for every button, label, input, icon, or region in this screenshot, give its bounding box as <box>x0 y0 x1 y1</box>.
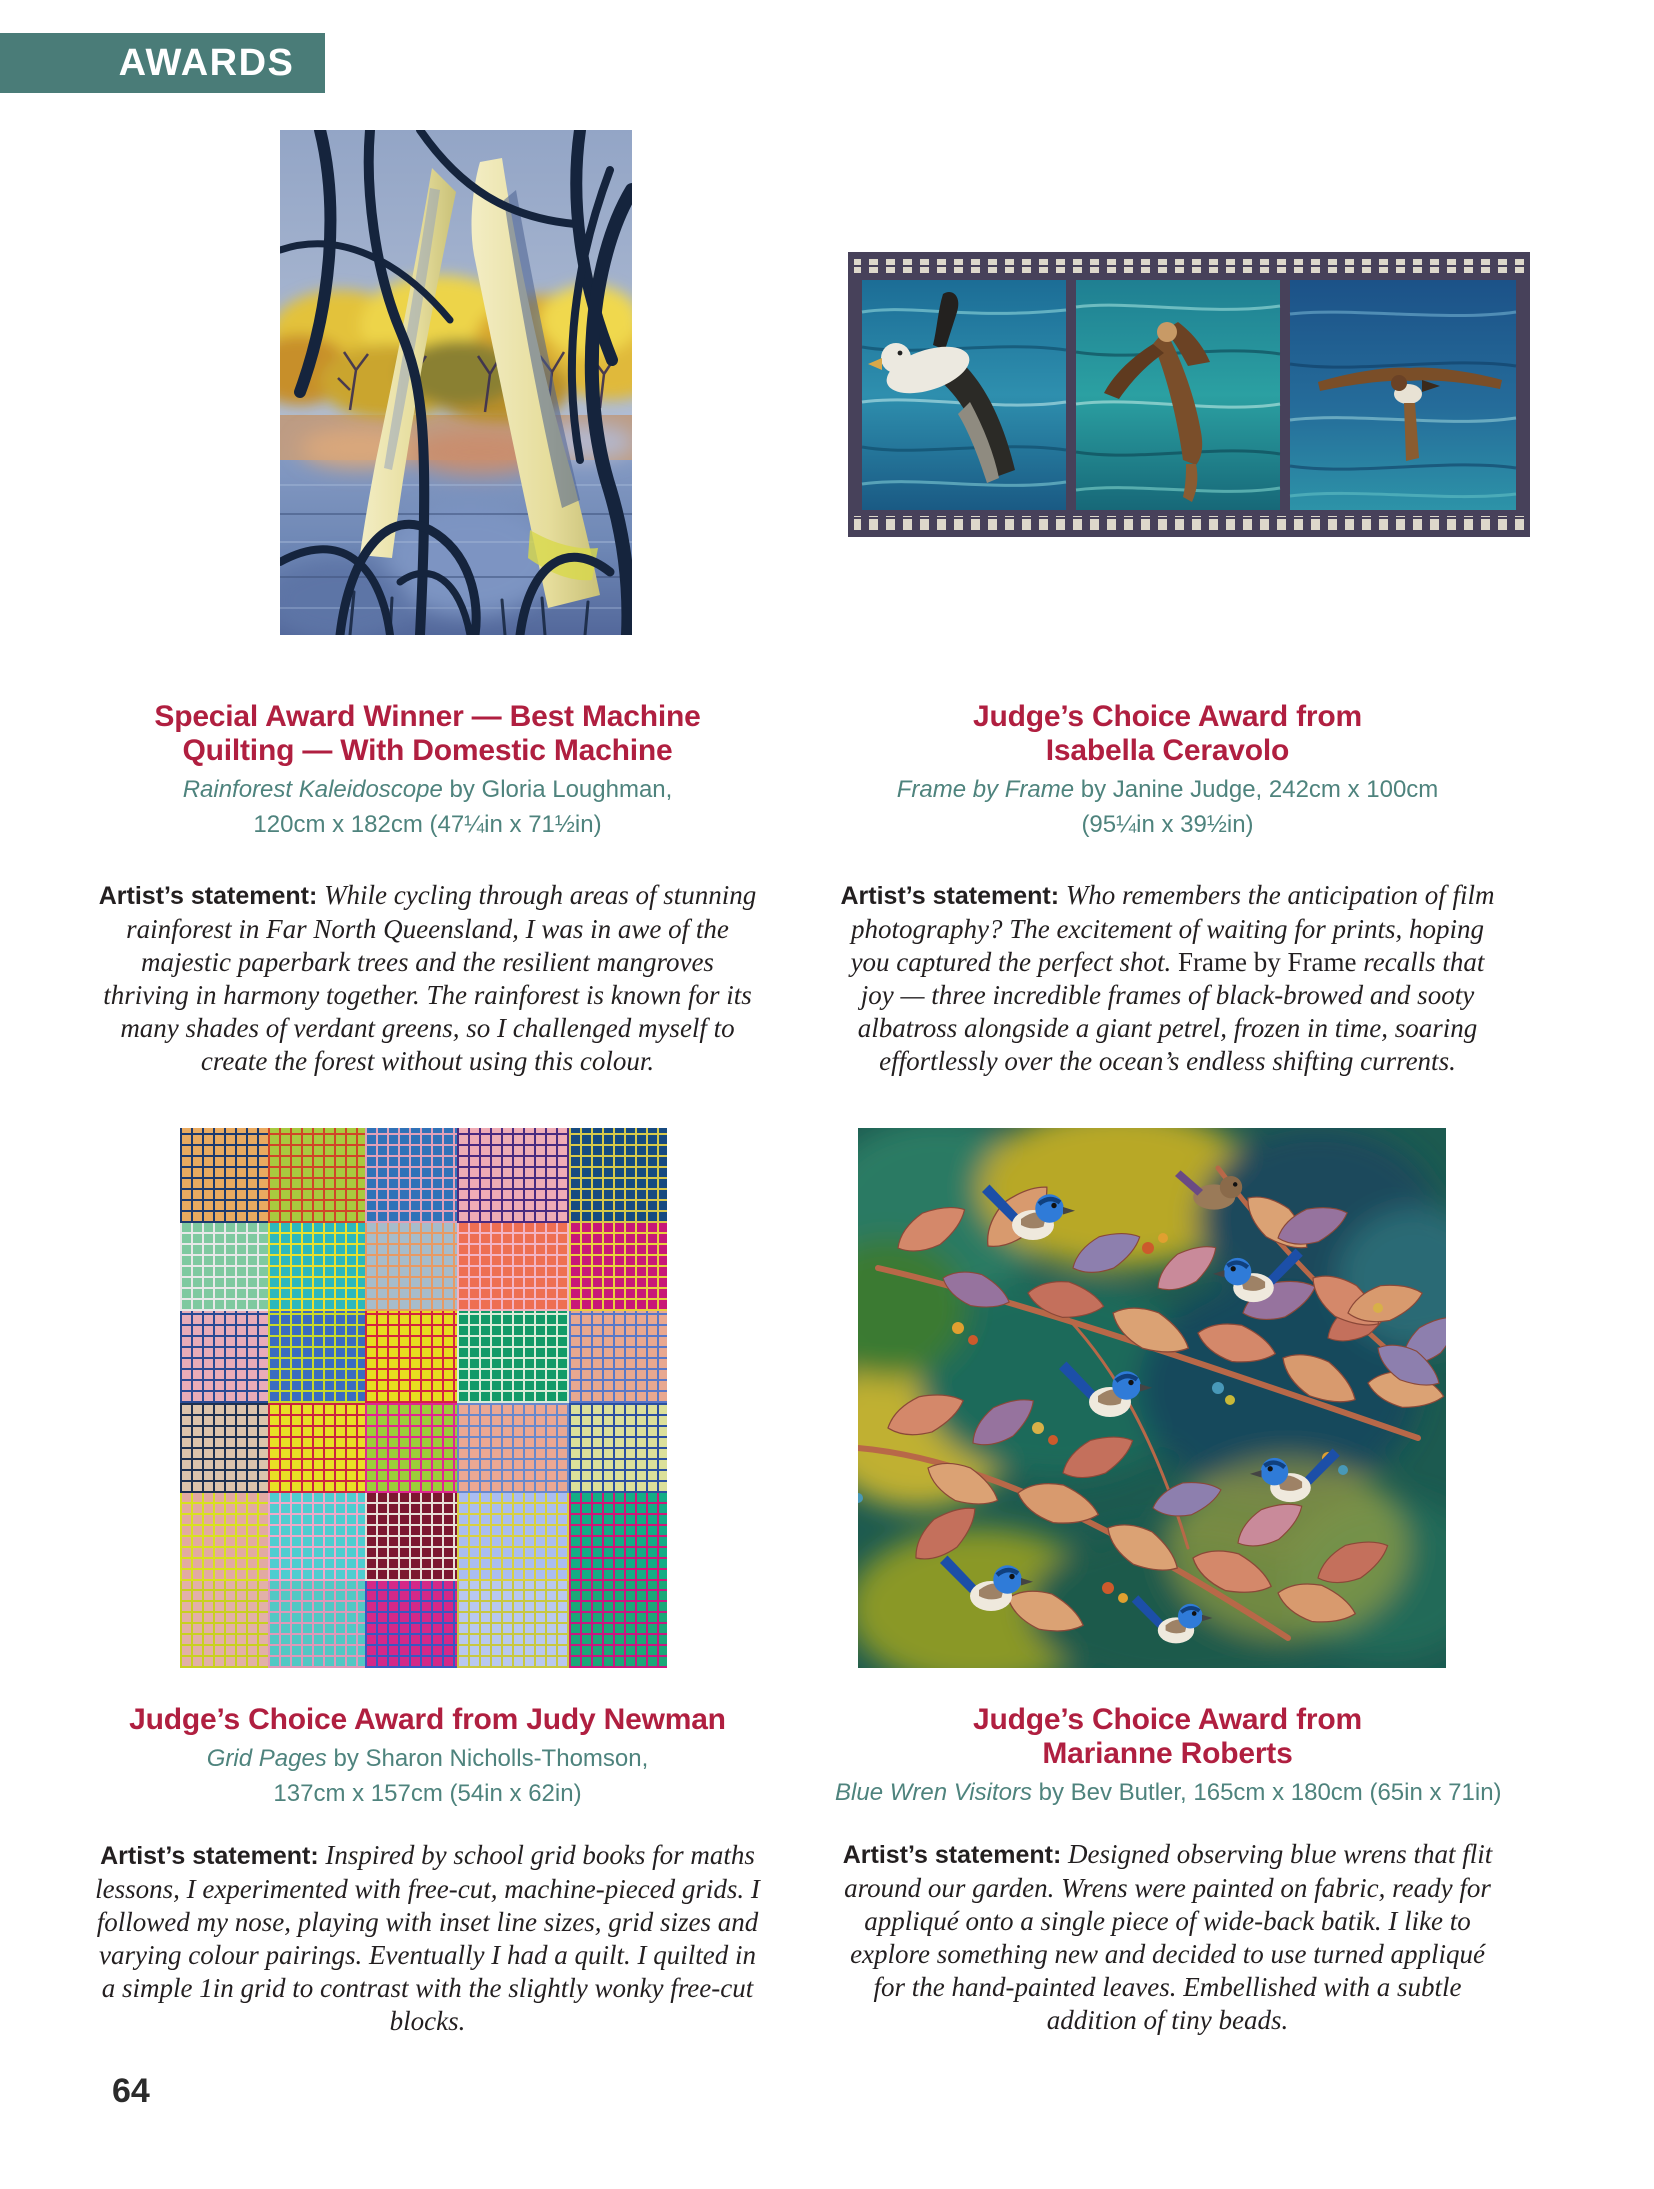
award-title-line: Special Award Winner — Best Machine <box>154 700 701 733</box>
artist-statement: Artist’s statement: While cycling through areas of stunning rainforest in Far North Queensland, I was in awe of the majestic paperbark trees and the resilient mangroves thriving in harmony together. The rainforest is known for its many shades of verdant greens, so I challenged myself to create the forest without using this colour. <box>98 880 757 1076</box>
grid-quilt-block <box>180 1493 268 1581</box>
grid-quilt-block <box>268 1128 365 1223</box>
grid-quilt-block <box>365 1493 457 1581</box>
byline: by Bev Butler, 165cm x 180cm (65in x 71in) <box>1031 1779 1502 1806</box>
grid-quilt-block <box>268 1581 365 1668</box>
quilt-photo-rainforest-kaleidoscope <box>280 130 632 635</box>
awards-banner-label: AWARDS <box>118 41 295 84</box>
artist-statement: Artist’s statement: Designed observing blue wrens that flit around our garden. Wrens were painted on fabric, ready for appliqué onto a single piece of wide-back batik. I like to explore something new and decided to use turned appliqué for the hand-painted leaves. Embellished with a subtle addition of tiny beads. <box>842 1839 1493 2035</box>
dimensions: 137cm x 157cm (54in x 62in) <box>273 1780 582 1807</box>
grid-quilt-block <box>180 1223 268 1311</box>
page-number: 64 <box>112 2072 150 2110</box>
award-title-line: Isabella Ceravolo <box>1045 734 1290 767</box>
dimensions: (95¼in x 39½in) <box>1081 811 1254 838</box>
award-title <box>95 1703 760 1737</box>
caption <box>835 772 1500 842</box>
work-title: Rainforest Kaleidoscope <box>182 776 443 803</box>
caption <box>95 772 760 842</box>
award-title <box>95 700 760 768</box>
byline: by Gloria Loughman, <box>442 776 673 803</box>
entry-frame-by-frame <box>835 700 1500 1105</box>
byline: by Sharon Nicholls-Thomson, <box>326 1745 649 1772</box>
artist-statement-label: Artist’s statement: <box>100 1842 319 1870</box>
award-title-line: Marianne Roberts <box>1042 1737 1293 1770</box>
grid-quilt-block <box>457 1223 569 1311</box>
work-title: Grid Pages <box>206 1745 327 1772</box>
work-title: Blue Wren Visitors <box>835 1779 1032 1806</box>
grid-quilt-block <box>457 1581 569 1668</box>
award-title-line: Judge’s Choice Award from <box>973 1703 1362 1736</box>
grid-quilt-block <box>365 1223 457 1311</box>
grid-quilt-block <box>457 1403 569 1493</box>
quilt-photo-grid-pages <box>180 1128 667 1668</box>
grid-quilt-block <box>569 1581 667 1668</box>
grid-quilt-block <box>569 1403 667 1493</box>
grid-quilt-block <box>180 1581 268 1668</box>
award-title <box>835 700 1500 768</box>
grid-quilt-block <box>180 1128 268 1223</box>
grid-quilt-block <box>268 1403 365 1493</box>
quilt-photo-blue-wren-visitors <box>858 1128 1446 1668</box>
grid-quilt-block <box>569 1311 667 1403</box>
grid-quilt-block <box>180 1311 268 1403</box>
artist-statement-label: Artist’s statement: <box>98 882 318 910</box>
grid-quilt-block <box>365 1581 457 1668</box>
grid-quilt-block <box>268 1311 365 1403</box>
quilt-photo-frame-by-frame <box>848 252 1530 537</box>
grid-quilt-block <box>365 1311 457 1403</box>
grid-quilt-block <box>457 1493 569 1581</box>
award-title-line: Quilting — With Domestic Machine <box>182 734 673 767</box>
grid-quilt-block <box>268 1493 365 1581</box>
award-title-line: Judge’s Choice Award from <box>973 700 1362 733</box>
artist-statement-label: Artist’s statement: <box>840 882 1060 910</box>
grid-quilt-block <box>180 1403 268 1493</box>
awards-banner <box>0 33 325 93</box>
grid-quilt-block <box>569 1128 667 1223</box>
caption <box>835 1775 1500 1810</box>
caption <box>95 1741 760 1811</box>
entry-rainforest-kaleidoscope <box>95 700 760 1105</box>
artist-statement-label: Artist’s statement: <box>842 1841 1062 1869</box>
dimensions: 120cm x 182cm (47¼in x 71½in) <box>253 811 602 838</box>
grid-quilt-block <box>457 1311 569 1403</box>
grid-quilt-block <box>365 1403 457 1493</box>
award-title <box>835 1703 1500 1771</box>
award-title-line: Judge’s Choice Award from Judy Newman <box>129 1703 726 1736</box>
grid-quilt-block <box>457 1128 569 1223</box>
entry-grid-pages <box>95 1703 760 2065</box>
grid-quilt-block <box>268 1223 365 1311</box>
artist-statement: Artist’s statement: Inspired by school grid books for maths lessons, I experimented with free-cut, machine-pieced grids. I followed my nose, playing with inset line sizes, grid sizes and varying colour pairings. Eventually I had a quilt. I quilted in a simple 1in grid to contrast with the slightly wonky free-cut blocks. <box>95 1840 760 2036</box>
artist-statement: Artist’s statement: Who remembers the anticipation of film photography? The excitement of waiting for prints, hoping you captured the perfect shot. Frame by Frame recalls that joy — three incredible frames of black-browed and sooty albatross alongside a giant petrel, frozen in time, soaring effortlessly over the ocean’s endless shifting currents. <box>840 880 1495 1076</box>
grid-quilt-block <box>365 1128 457 1223</box>
entry-blue-wren-visitors <box>835 1703 1500 2064</box>
work-title: Frame by Frame <box>896 776 1075 803</box>
grid-quilt-block <box>569 1223 667 1311</box>
grid-quilt-block <box>569 1493 667 1581</box>
byline: by Janine Judge, 242cm x 100cm <box>1074 776 1439 803</box>
